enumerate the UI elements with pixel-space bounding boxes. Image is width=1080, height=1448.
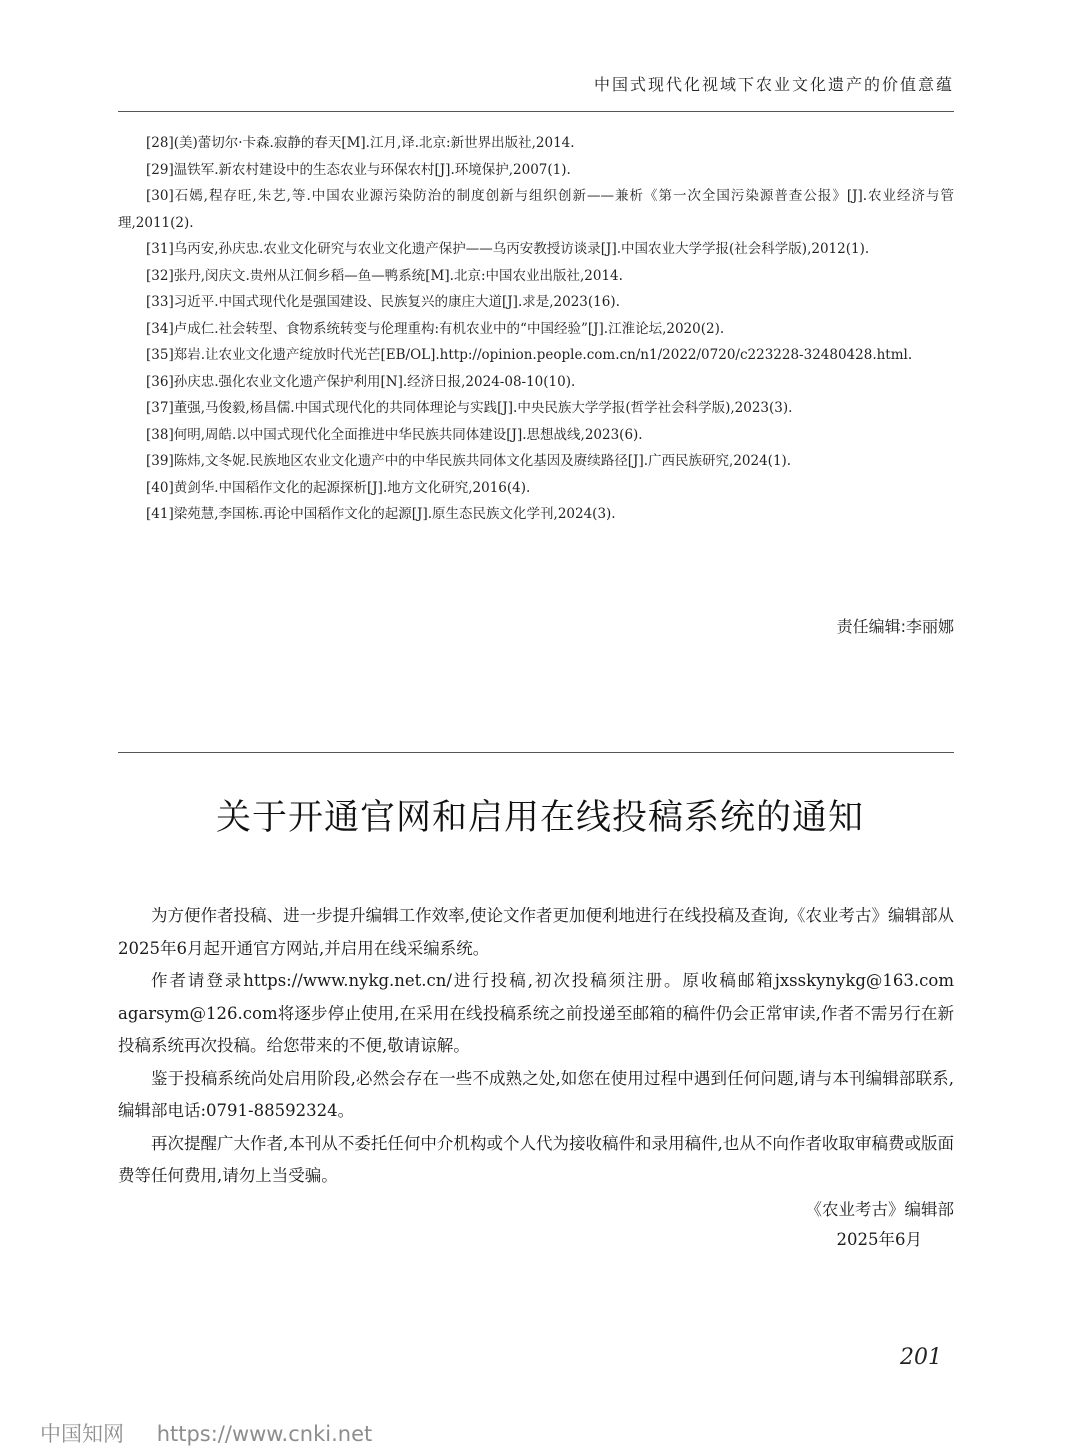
page-number: 201 [900, 1345, 942, 1370]
notice-paragraph: 鉴于投稿系统尚处启用阶段,必然会存在一些不成熟之处,如您在使用过程中遇到任何问题,请与本刊编辑部联系,编辑部电话:0791-88592324。 [118, 1068, 954, 1120]
cnki-watermark [40, 1418, 372, 1448]
notice-title: 关于开通官网和启用在线投稿系统的通知 [215, 798, 864, 838]
reference-item: [39]陈炜,文冬妮.民族地区农业文化遗产中的中华民族共同体文化基因及赓续路径[J].广西民族研究,2024(1). [146, 453, 792, 469]
reference-item: [31]乌丙安,孙庆忠.农业文化研究与农业文化遗产保护——乌丙安教授访谈录[J].中国农业大学学报(社会科学版),2012(1). [146, 241, 870, 257]
notice-paragraph: 再次提醒广大作者,本刊从不委托任何中介机构或个人代为接收稿件和录用稿件,也从不向作者收取审稿费或版面费等任何费用,请勿上当受骗。 [118, 1133, 954, 1185]
reference-item: [32]张丹,闵庆文.贵州从江侗乡稻—鱼—鸭系统[M].北京:中国农业出版社,2014. [146, 267, 623, 284]
reference-item: [38]何明,周皓.以中国式现代化全面推进中华民族共同体建设[J].思想战线,2023(6). [146, 426, 643, 443]
notice-paragraph: 为方便作者投稿、进一步提升编辑工作效率,使论文作者更加便利地进行在线投稿及查询,《农业考古》编辑部从2025年6月起开通官方网站,并启用在线采编系统。 [118, 906, 954, 958]
notice-signature: 《农业考古》编辑部 [805, 1200, 954, 1219]
reference-item: [34]卢成仁.社会转型、食物系统转变与伦理重构:有机农业中的“中国经验”[J].江淮论坛,2020(2). [146, 320, 725, 337]
reference-item: [30]石嫣,程存旺,朱艺,等.中国农业源污染防治的制度创新与组织创新——兼析《第一次全国污染源普查公报》[J].农业经济与管理,2011(2). [118, 188, 954, 231]
notice-body [118, 900, 954, 1193]
reference-item: [40]黄剑华.中国稻作文化的起源探析[J].地方文化研究,2016(4). [146, 479, 531, 496]
reference-item: [29]温铁军.新农村建设中的生态农业与环保农村[J].环境保护,2007(1). [146, 161, 571, 178]
reference-item: [36]孙庆忠.强化农业文化遗产保护利用[N].经济日报,2024-08-10(10). [146, 373, 576, 390]
reference-list [118, 130, 954, 528]
header-divider [118, 111, 954, 112]
notice-date: 2025年6月 [836, 1230, 922, 1249]
section-divider [118, 752, 954, 753]
watermark-url: https://www.cnki.net [156, 1422, 373, 1446]
reference-item: [35]郑岩.让农业文化遗产绽放时代光芒[EB/OL].http://opinion.people.com.cn/n1/2022/0720/c223228-32480428.html. [146, 347, 913, 363]
reference-item: [37]董强,马俊毅,杨昌儒.中国式现代化的共同体理论与实践[J].中央民族大学学报(哲学社会科学版),2023(3). [146, 400, 793, 416]
reference-item: [41]梁苑慧,李国栋.再论中国稻作文化的起源[J].原生态民族文化学刊,2024(3). [146, 506, 616, 522]
watermark-brand: 中国知网 [40, 1422, 124, 1446]
notice-signature-block [806, 1195, 955, 1255]
notice-paragraph: 作者请登录https://www.nykg.net.cn/进行投稿,初次投稿须注册。原收稿邮箱jxsskynykg@163.com agarsym@126.com将逐步停止使用,在采用在线投稿系统之前投递至邮箱的稿件仍会正常审读,作者不需另行在新投稿系统再次投稿。给您带来的不便,敬请谅解。 [118, 971, 954, 1055]
reference-item: [33]习近平.中国式现代化是强国建设、民族复兴的康庄大道[J].求是,2023(16). [146, 294, 620, 310]
running-header: 中国式现代化视域下农业文化遗产的价值意蕴 [593, 75, 954, 94]
responsible-editor: 责任编辑:李丽娜 [836, 617, 954, 636]
reference-item: [28](美)蕾切尔·卡森.寂静的春天[M].江月,译.北京:新世界出版社,2014. [146, 135, 575, 151]
